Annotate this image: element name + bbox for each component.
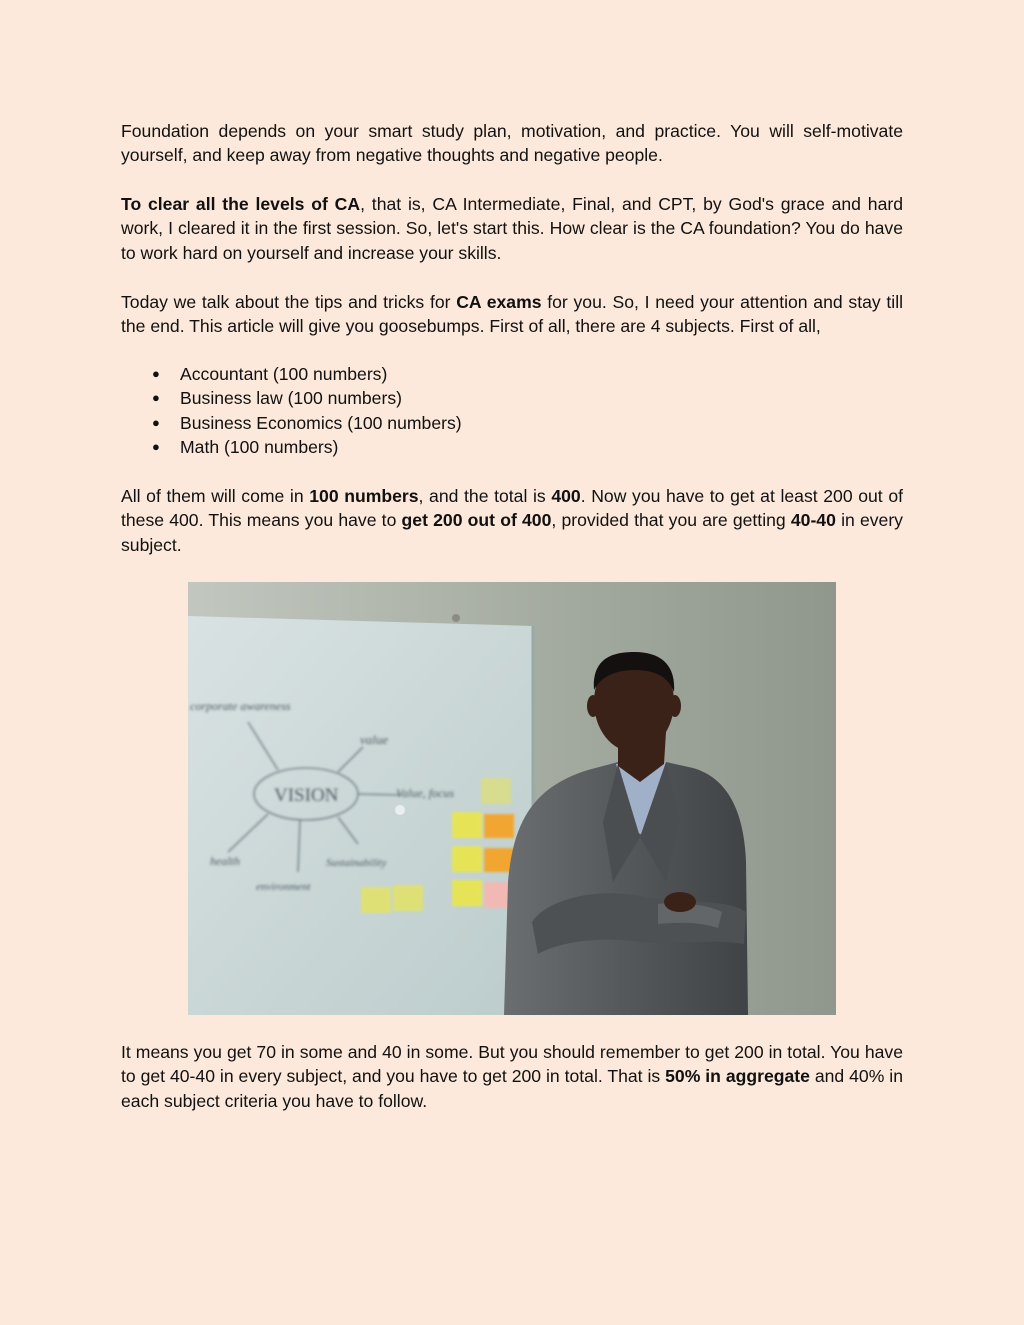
sticky-note <box>452 812 482 838</box>
paragraph-text: , that is, CA Intermediate, Final, and CPT, by God's grace and hard work, I cleared it in the first session. So, let's start this. How clear is the CA foundation? You do have to work hard on yourself and increase your skills. <box>121 194 903 263</box>
paragraph-scoring <box>121 484 903 557</box>
bold-phrase: 400 <box>551 486 581 506</box>
wall-hook <box>452 614 460 622</box>
sticky-note <box>481 778 511 804</box>
list-item-text: Math (100 numbers) <box>180 437 339 458</box>
ear-right <box>669 695 681 717</box>
hand <box>664 892 696 912</box>
paragraph-intro <box>121 119 903 168</box>
list-item <box>121 411 903 435</box>
paragraph-text: , provided that you are getting <box>551 510 791 531</box>
sticky-note <box>452 846 482 872</box>
list-item-text: Business law (100 numbers) <box>180 388 402 409</box>
connector-line <box>358 794 400 795</box>
board-word: health <box>210 854 240 868</box>
list-item <box>121 435 903 459</box>
paragraph-text: It means you get 70 in some and 40 in some. But you should remember to get 200 in total. You have to get 40-40 in every subject, and you have to get 200 in total. That is <box>121 1042 903 1087</box>
magnet <box>395 805 405 815</box>
bold-phrase: To clear all the levels of CA <box>121 194 361 214</box>
bold-phrase: 50% in aggregate <box>665 1066 810 1087</box>
subject-list <box>121 362 903 460</box>
board-word: Sustainability <box>326 857 387 869</box>
paragraph-text: , and the total is <box>418 486 552 506</box>
bold-phrase: 100 numbers <box>309 486 419 506</box>
paragraph-text: Today we talk about the tips and tricks for <box>121 292 457 312</box>
list-item <box>121 386 903 410</box>
board-word: value <box>360 732 389 747</box>
board-word: corporate awareness <box>190 699 291 713</box>
paragraph-aggregate <box>121 1040 903 1113</box>
bullet-icon: ● <box>152 439 160 455</box>
paragraph-text: and 40% in each subject criteria you have to follow. <box>121 1066 903 1111</box>
paragraph-tips <box>121 290 903 339</box>
ear-left <box>587 695 599 717</box>
list-item-text: Business Economics (100 numbers) <box>180 412 462 433</box>
board-word: VISION <box>274 785 339 806</box>
board-word: environment <box>256 881 311 893</box>
board-word: Value, focus <box>396 786 454 800</box>
businessman-photo <box>188 582 836 1015</box>
bold-phrase: 40-40 <box>790 510 836 531</box>
list-item <box>121 362 903 386</box>
bullet-icon: ● <box>152 366 160 381</box>
paragraph-text: . Now you have to get at least 200 out of these 400. This means you have to <box>121 486 903 531</box>
sticky-note <box>393 885 423 911</box>
paragraph-text: in every subject. <box>121 510 903 555</box>
sticky-note <box>452 880 482 906</box>
bold-phrase: get 200 out of 400 <box>401 510 552 531</box>
bullet-icon: ● <box>152 390 160 406</box>
sticky-note <box>361 887 391 913</box>
sticky-note <box>484 814 514 838</box>
paragraph-levels <box>121 192 903 265</box>
bullet-icon: ● <box>152 414 160 430</box>
paragraph-text: All of them will come in <box>121 486 310 506</box>
list-item-text: Accountant (100 numbers) <box>180 364 388 384</box>
paragraph-text: for you. So, I need your attention and stay till the end. This article will give you goosebumps. First of all, there are 4 subjects. First of all, <box>121 292 904 337</box>
bold-phrase: CA exams <box>456 292 542 312</box>
paragraph-text: Foundation depends on your smart study plan, motivation, and practice. You will self-motivate yourself, and keep away from negative thoughts and negative people. <box>121 121 903 166</box>
